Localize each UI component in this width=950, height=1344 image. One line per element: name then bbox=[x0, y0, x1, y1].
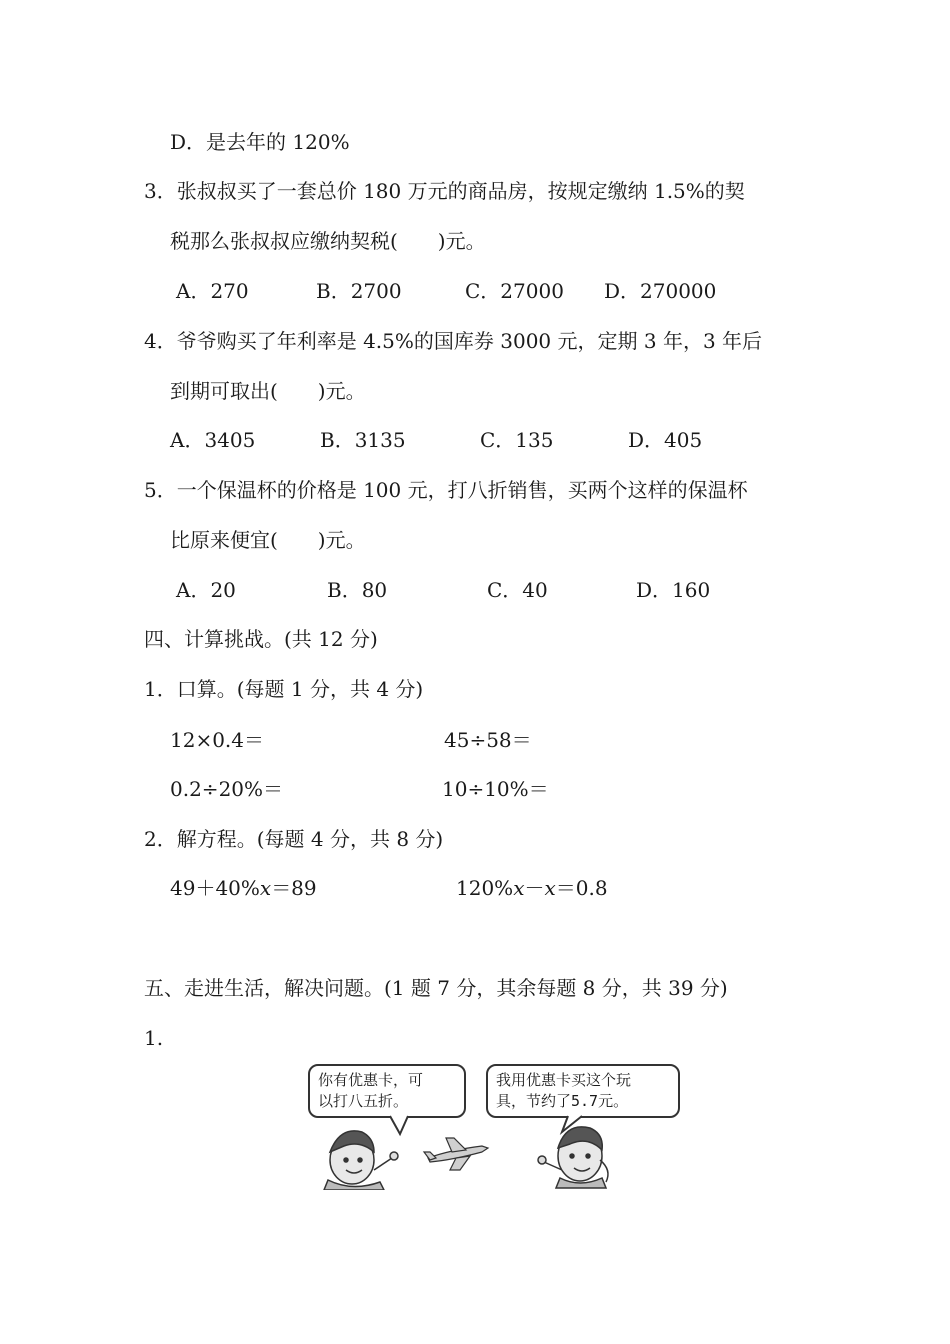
q4-option-d: D．405 bbox=[628, 428, 703, 452]
equation-2-mid: － bbox=[524, 876, 545, 900]
q3-option-a: A．270 bbox=[176, 279, 249, 303]
q4-text-line2: 到期可取出( )元。 bbox=[170, 379, 366, 403]
q4-text-line1: 4．爷爷购买了年利率是 4.5%的国库券 3000 元，定期 3 年，3 年后 bbox=[144, 329, 763, 353]
equation-1 bbox=[170, 875, 317, 901]
q3-text-line2: 税那么张叔叔应缴纳契税( )元。 bbox=[170, 229, 486, 253]
left-bubble-line2: 以打八五折。 bbox=[318, 1092, 409, 1110]
q5-option-d: D．160 bbox=[636, 578, 711, 602]
boy-left-figure bbox=[324, 1131, 398, 1190]
q2-option-d: D．是去年的 120% bbox=[170, 130, 350, 154]
illustration bbox=[300, 1060, 690, 1190]
q3-option-d: D．270000 bbox=[604, 279, 717, 303]
equation-1-pre: 49＋40% bbox=[170, 876, 260, 900]
section5-title: 五、走进生活，解决问题。(1 题 7 分，其余每题 8 分，共 39 分) bbox=[144, 976, 728, 1000]
q5-text-line2: 比原来便宜( )元。 bbox=[170, 528, 366, 552]
left-bubble-tail bbox=[390, 1116, 408, 1134]
left-bubble-line1: 你有优惠卡，可 bbox=[318, 1071, 424, 1089]
calc-item-1: 12×0.4＝ bbox=[170, 728, 265, 752]
equation-2-pre: 120% bbox=[456, 876, 514, 900]
boy-right-figure bbox=[538, 1127, 608, 1188]
equation-2-post: ＝0.8 bbox=[555, 876, 608, 900]
q3-option-b: B．2700 bbox=[316, 279, 402, 303]
equation-2 bbox=[456, 875, 608, 901]
equation-1-var: x bbox=[259, 876, 272, 900]
section4-sub1: 1．口算。(每题 1 分，共 4 分) bbox=[144, 677, 424, 701]
section4-title: 四、计算挑战。(共 12 分) bbox=[144, 627, 378, 651]
q3-text-line1: 3．张叔叔买了一套总价 180 万元的商品房，按规定缴纳 1.5%的契 bbox=[144, 179, 745, 203]
section4-sub2: 2．解方程。(每题 4 分，共 8 分) bbox=[144, 827, 444, 851]
q5-option-b: B．80 bbox=[327, 578, 388, 602]
airplane-figure bbox=[424, 1138, 488, 1170]
q5-option-c: C．40 bbox=[487, 578, 548, 602]
illustration-drawing bbox=[300, 1060, 690, 1190]
right-bubble-line2: 具，节约了5.7元。 bbox=[496, 1092, 629, 1110]
calc-item-2: 45÷58＝ bbox=[444, 728, 532, 752]
q4-option-a: A．3405 bbox=[170, 428, 256, 452]
calc-item-4: 10÷10%＝ bbox=[442, 777, 549, 801]
equation-2-var2: x bbox=[544, 876, 556, 900]
q3-option-c: C．27000 bbox=[465, 279, 564, 303]
right-bubble-line1: 我用优惠卡买这个玩 bbox=[496, 1071, 632, 1089]
q4-option-b: B．3135 bbox=[320, 428, 406, 452]
q4-option-c: C．135 bbox=[480, 428, 554, 452]
equation-1-post: ＝89 bbox=[271, 876, 317, 900]
q5-option-a: A．20 bbox=[176, 578, 236, 602]
calc-item-3: 0.2÷20%＝ bbox=[170, 777, 284, 801]
equation-2-var1: x bbox=[513, 876, 525, 900]
section5-q1-label: 1. bbox=[144, 1026, 164, 1050]
q5-text-line1: 5．一个保温杯的价格是 100 元，打八折销售，买两个这样的保温杯 bbox=[144, 478, 748, 502]
